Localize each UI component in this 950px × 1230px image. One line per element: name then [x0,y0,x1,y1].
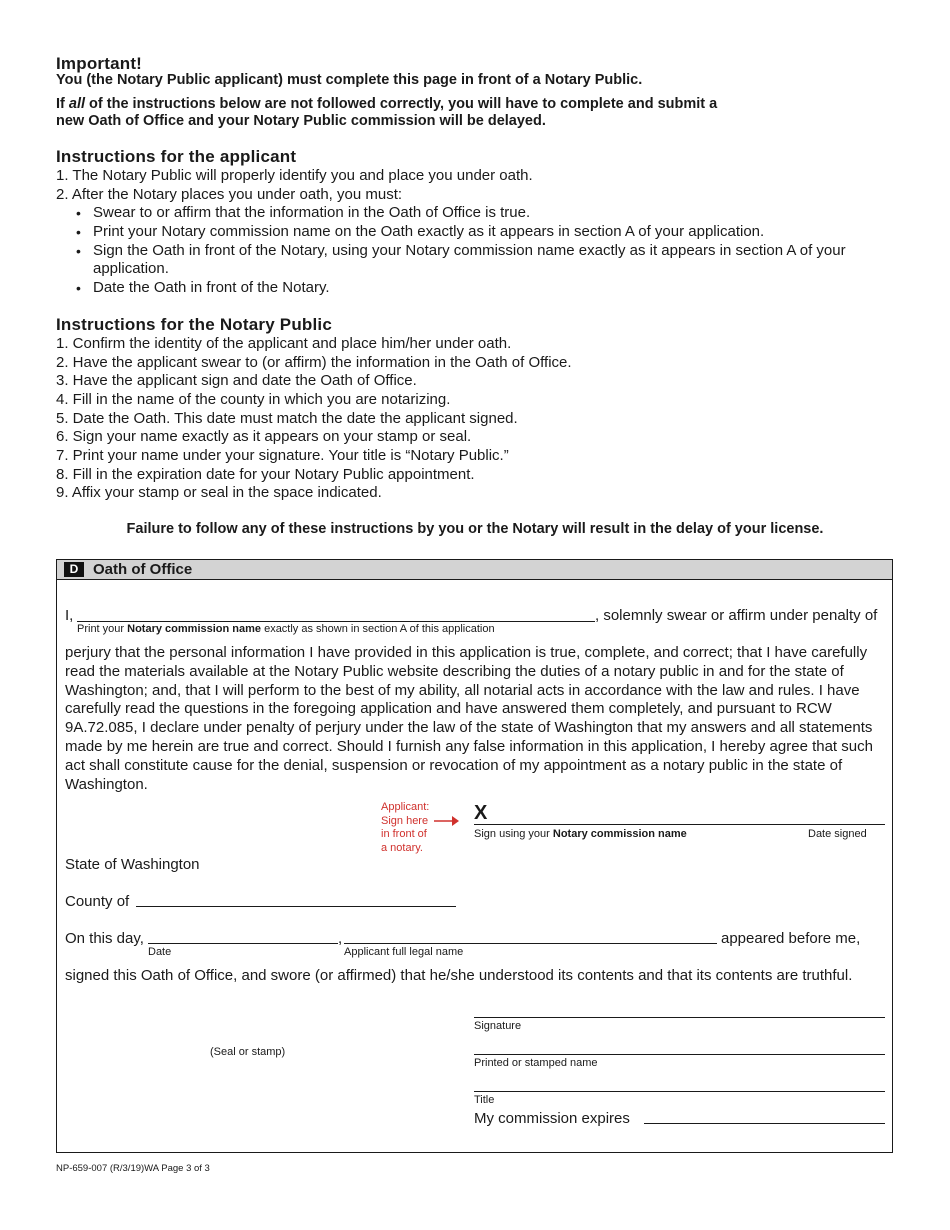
printed-name-field[interactable] [474,1054,885,1055]
warning-text: Failure to follow any of these instructions by you or the Notary will result in the delay of your license. [126,521,824,537]
important-heading: Important! [56,54,143,73]
title-caption: Title [474,1094,495,1106]
comma: , [338,930,343,947]
notary-item: 6. Sign your name exactly as it appears on your stamp or seal. [56,428,472,445]
section-letter-badge: D [64,562,84,577]
swear-text: , solemnly swear or affirm under penalty of [595,607,878,624]
notary-item: 3. Have the applicant sign and date the Oath of Office. [56,372,417,389]
notary-item: 4. Fill in the name of the county in which you are notarizing. [56,391,451,408]
applicant-note: Applicant: Sign here in front of a notary. [381,801,430,854]
sign-caption: Sign using your Notary commission name [474,828,687,840]
signature-caption: Signature [474,1020,522,1032]
applicant-item: 2. After the Notary places you under oath, you must: [56,186,403,203]
date-signed-caption: Date signed [808,828,867,840]
form-footer: NP-659-007 (R/3/19)WA Page 3 of 3 [56,1163,210,1174]
oath-paragraph: perjury that the personal information I have provided in this application is true, complete, and correct; that I have carefully read the materials available at the Notary Public website describing the duties of a notary public in and for the state of Washington; and, that I will perform to the best of my ability, all notarial acts in accordance with the law and rules. I have carefully read the questions in the foregoing application and have answered them completely, and pursuant to RCW 9A.72.085, I declare under penalty of perjury under the law of the state of Washington that my answers and all statements made by me herein are true and correct. Should I furnish any false information in this application, I hereby agree that such act shall constitute cause for the denial, suspension or revocation of my appointment as a notary public in the state of Washington. [65,644,873,793]
notary-instructions-heading: Instructions for the Notary Public [56,315,332,334]
title-field[interactable] [474,1091,885,1092]
commission-expires-field[interactable] [644,1123,885,1124]
applicant-signature-field[interactable] [474,824,885,825]
notary-item: 9. Affix your stamp or seal in the space indicated. [56,484,382,501]
seal-stamp-area: (Seal or stamp) [210,1046,286,1058]
arrow-right-icon [434,815,460,827]
printed-name-caption: Printed or stamped name [474,1057,598,1069]
intro-line-2: If all of the instructions below are not followed correctly, you will have to complete and submit a [56,96,718,112]
section-title: Oath of Office [93,561,193,578]
applicant-name-caption: Applicant full legal name [344,946,464,958]
bullet-icon: • [76,205,81,221]
notary-item: 1. Confirm the identity of the applicant and place him/her under oath. [56,335,512,352]
state-label: State of Washington [65,856,200,873]
applicant-bullet: Sign the Oath in front of the Notary, using your Notary commission name exactly as it appears in section A of your [93,242,846,259]
sign-x-mark: X [474,802,488,824]
notary-item: 7. Print your name under your signature. Your title is “Notary Public.” [56,447,509,464]
intro-line-1: You (the Notary Public applicant) must complete this page in front of a Notary Public. [56,72,643,88]
appeared-text: appeared before me, [721,930,861,947]
i-label: I, [65,607,74,624]
notary-item: 2. Have the applicant swear to (or affirm) the information in the Oath of Office. [56,354,572,371]
applicant-bullet: Print your Notary commission name on the Oath exactly as it appears in section A of your application. [93,223,765,240]
commission-expires-label: My commission expires [474,1110,630,1127]
signed-statement: signed this Oath of Office, and swore (or affirmed) that he/she understood its contents and that its contents are truthful. [65,967,853,984]
section-header [57,560,892,580]
date-field[interactable] [148,943,338,944]
intro-line-3: new Oath of Office and your Notary Public commission will be delayed. [56,113,546,129]
applicant-instructions-heading: Instructions for the applicant [56,147,297,166]
county-label: County of [65,893,130,910]
notary-signature-field[interactable] [474,1017,885,1018]
county-field[interactable] [136,906,456,907]
bullet-icon: • [76,280,81,296]
applicant-full-name-field[interactable] [344,943,717,944]
bullet-icon: • [76,243,81,259]
bullet-icon: • [76,224,81,240]
notary-item: 8. Fill in the expiration date for your Notary Public appointment. [56,466,475,483]
notary-item: 5. Date the Oath. This date must match the date the applicant signed. [56,410,518,427]
commission-name-field[interactable] [77,621,595,622]
applicant-bullet: Swear to or affirm that the information in the Oath of Office is true. [93,204,531,221]
applicant-item: 1. The Notary Public will properly identify you and place you under oath. [56,167,533,184]
applicant-bullet: Date the Oath in front of the Notary. [93,279,330,296]
applicant-bullet-continued: application. [93,260,169,277]
date-caption: Date [148,946,172,958]
on-this-day-label: On this day, [65,930,144,947]
commission-name-caption: Print your Notary commission name exactly as shown in section A of this application [77,623,495,635]
